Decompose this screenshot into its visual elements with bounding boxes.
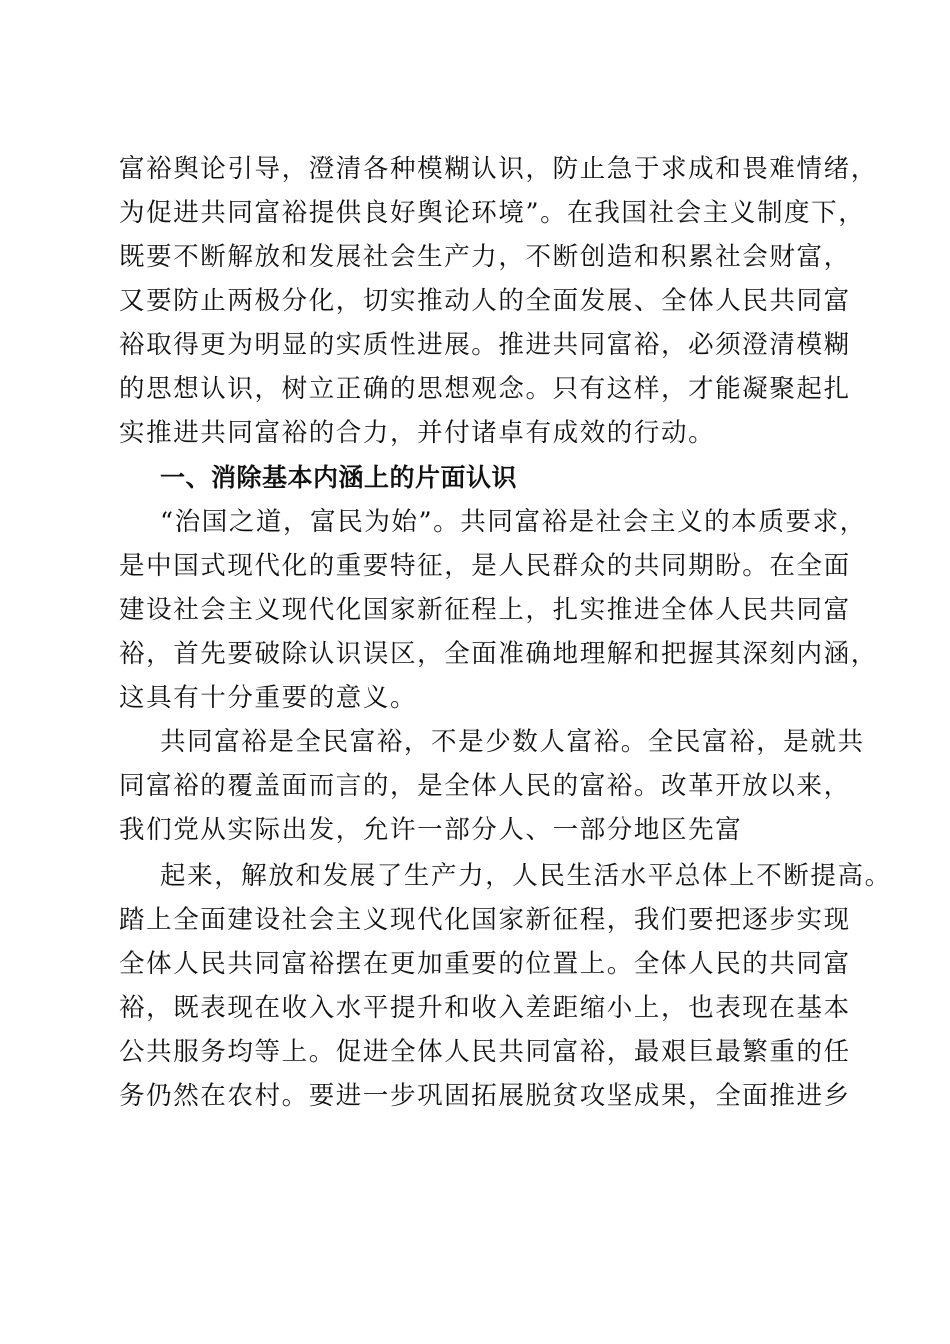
paragraph-4-line-5: 公共服务均等上。促进全体人民共同富裕，最艰巨最繁重的任 [119,1037,851,1067]
paragraph-2-line-2: 是中国式现代化的重要特征，是人民群众的共同期盼。在全面 [119,551,851,581]
paragraph-2-line-4: 裕，首先要破除认识误区，全面准确地理解和把握其深刻内涵， [119,639,878,669]
paragraph-1-line-6: 的思想认识，树立正确的思想观念。只有这样，才能凝聚起扎 [119,374,851,404]
paragraph-3-line-1: 共同富裕是全民富裕，不是少数人富裕。全民富裕，是就共 [160,727,865,757]
paragraph-4-line-4: 裕，既表现在收入水平提升和收入差距缩小上，也表现在基本 [119,993,851,1023]
paragraph-1-line-4: 又要防止两极分化，切实推动人的全面发展、全体人民共同富 [119,286,851,316]
paragraph-3-line-3: 我们党从实际出发，允许一部分人、一部分地区先富 [119,815,743,845]
paragraph-2-line-3: 建设社会主义现代化国家新征程上，扎实推进全体人民共同富 [119,595,851,625]
paragraph-4-line-3: 全体人民共同富裕摆在更加重要的位置上。全体人民的共同富 [119,949,851,979]
section-heading: 一、消除基本内涵上的片面认识 [160,463,518,492]
paragraph-4-line-1: 起来，解放和发展了生产力，人民生活水平总体上不断提高。 [160,861,892,891]
paragraph-1-line-7: 实推进共同富裕的合力，并付诸卓有成效的行动。 [119,418,716,448]
paragraph-3-line-2: 同富裕的覆盖面而言的，是全体人民的富裕。改革开放以来， [119,771,851,801]
paragraph-1-line-5: 裕取得更为明显的实质性进展。推进共同富裕，必须澄清模糊 [119,330,851,360]
paragraph-2-line-5: 这具有十分重要的意义。 [119,683,418,713]
paragraph-4-line-6: 务仍然在农村。要进一步巩固拓展脱贫攻坚成果，全面推进乡 [119,1081,851,1111]
paragraph-1-line-1: 富裕舆论引导，澄清各种模糊认识，防止急于求成和畏难情绪， [119,154,878,184]
paragraph-2-line-1: “治国之道，富民为始”。共同富裕是社会主义的本质要求， [160,507,867,537]
paragraph-1-line-3: 既要不断解放和发展社会生产力，不断创造和积累社会财富， [119,242,851,272]
paragraph-4-line-2: 踏上全面建设社会主义现代化国家新征程，我们要把逐步实现 [119,905,851,935]
paragraph-1-line-2: 为促进共同富裕提供良好舆论环境”。在我国社会主义制度下， [119,198,866,228]
